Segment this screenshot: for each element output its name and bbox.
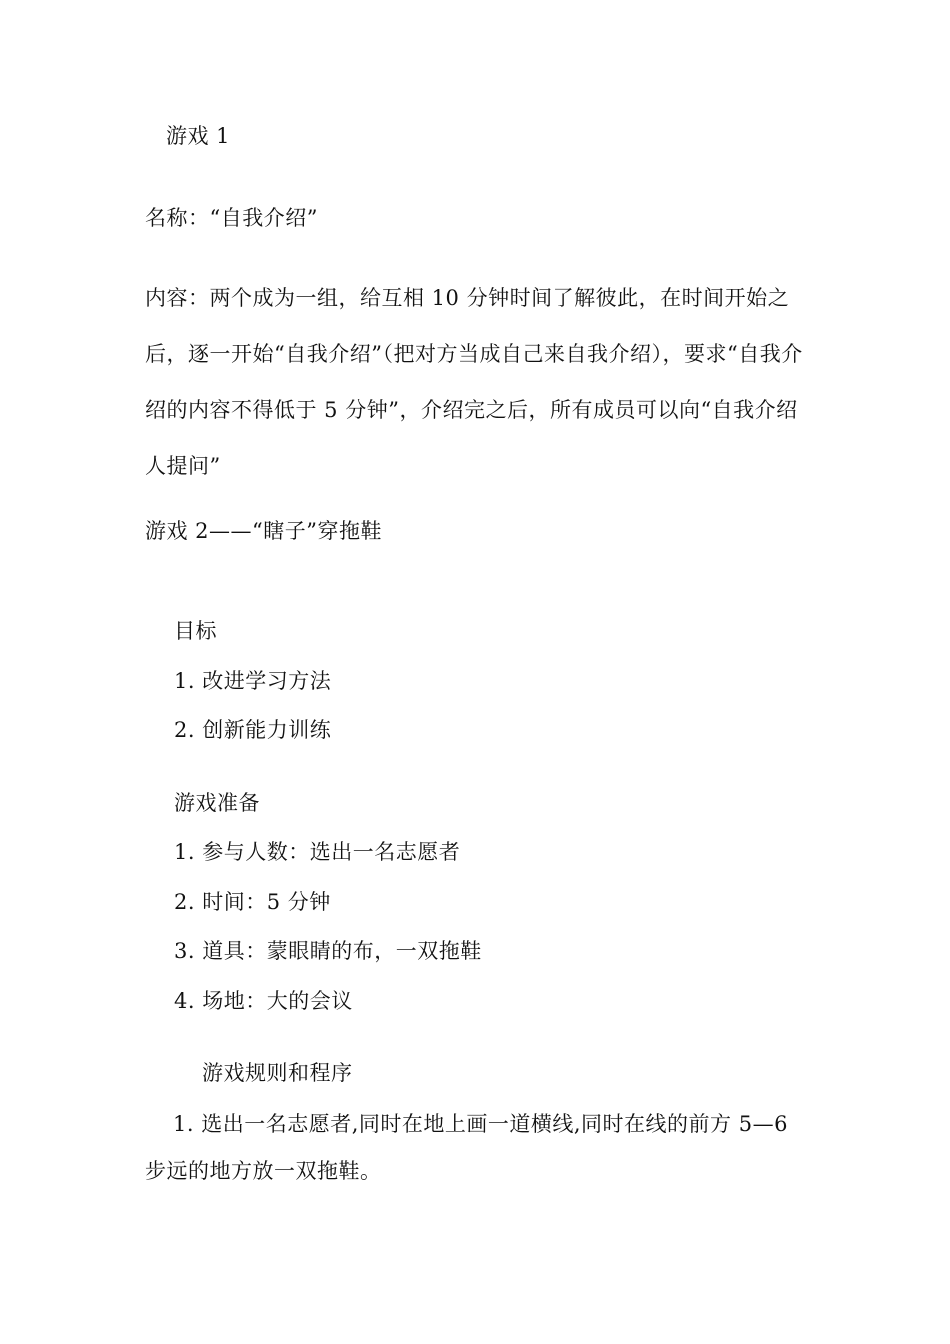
game1-name: 名称：“自我介绍” <box>145 206 318 230</box>
goal-item: 2. 创新能力训练 <box>174 718 332 742</box>
preparation-item: 4. 场地：大的会议 <box>174 989 353 1013</box>
preparation-item: 1. 参与人数：选出一名志愿者 <box>174 840 461 864</box>
game1-content: 内容：两个成为一组，给互相 10 分钟时间了解彼此，在时间开始之后，逐一开始“自我介绍”（把对方当成自己来自我介绍），要求“自我介绍的内容不得低于 5 分钟”，介绍完之后，所有成员可以向“自我介绍人提问” <box>145 286 803 478</box>
rules-item: 1. 选出一名志愿者,同时在地上画一道横线,同时在线的前方 5—6 步远的地方放一双拖鞋。 <box>145 1112 788 1183</box>
preparation-heading: 游戏准备 <box>174 791 260 815</box>
goal-item: 1. 改进学习方法 <box>174 669 332 693</box>
rules-heading: 游戏规则和程序 <box>202 1061 353 1085</box>
game1-heading: 游戏 1 <box>166 124 231 148</box>
goals-heading: 目标 <box>174 619 217 643</box>
preparation-item: 3. 道具：蒙眼睛的布，一双拖鞋 <box>174 939 482 963</box>
preparation-item: 2. 时间：5 分钟 <box>174 890 331 914</box>
game2-title: 游戏 2——“瞎子”穿拖鞋 <box>145 519 383 543</box>
